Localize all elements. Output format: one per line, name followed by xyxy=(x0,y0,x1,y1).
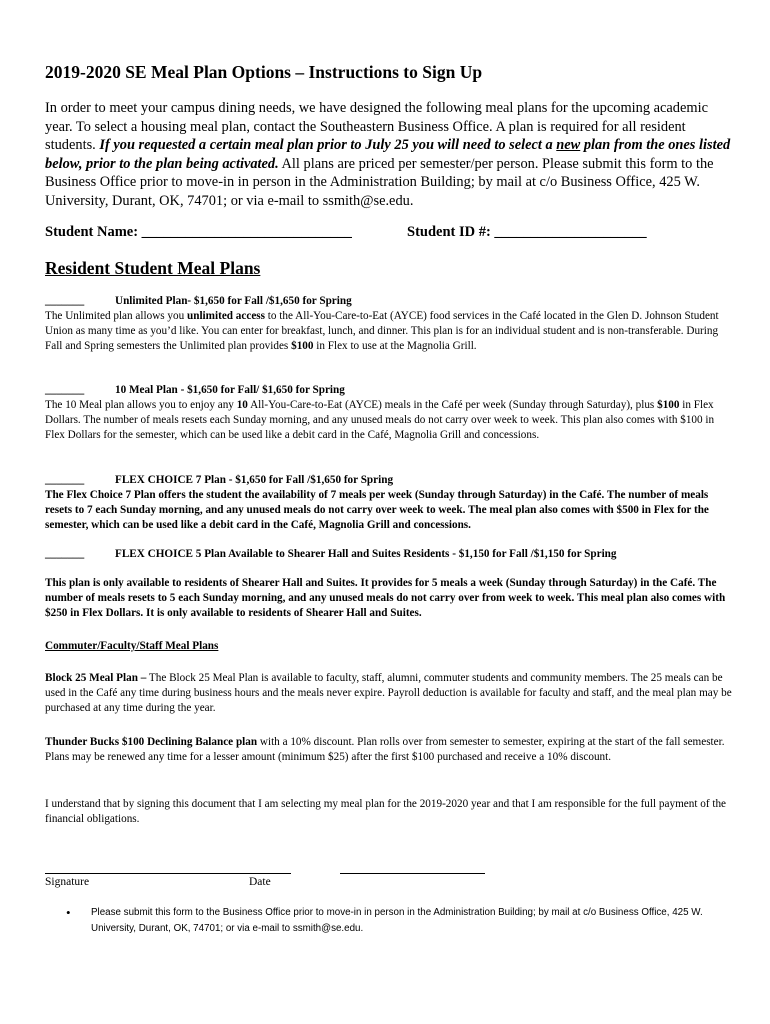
block-25-label: Block 25 Meal Plan – xyxy=(45,672,147,684)
plan-description: The Unlimited plan allows you unlimited access to the All-You-Care-to-Eat (AYCE) food services in the Café located in the Glen D. Johnson Student Union as many time as you’d like. You can enter for breakfast, lunch, and dinner. This plan is for an individual student and is non-transferable. During Fall and Spring semesters the Unlimited plan provides $100 in Flex to use at the Magnolia Grill. xyxy=(45,310,719,352)
student-name-field[interactable]: Student Name: _____________________________ xyxy=(45,224,352,240)
thunder-bucks-paragraph: Thunder Bucks $100 Declining Balance plan with a 10% discount. Plan rolls over from semester to semester, expiring at the start of the fall semester. Plans may be renewed any time for a lesser amount (minimum $25) after the first $100 purchased and receive a 10% discount. xyxy=(45,736,725,763)
date-label: Date xyxy=(249,876,271,888)
student-id-field[interactable]: Student ID #: _____________________ xyxy=(407,224,647,240)
thunder-bucks-label: Thunder Bucks $100 Declining Balance plan xyxy=(45,736,258,748)
intro-text-1: In order to meet your campus dining needs, we have designed the following meal plans for the upcoming academic year. To select a housing meal plan, contact the Southeastern Business Office. A plan is required for all resident students. xyxy=(45,100,708,154)
plan-description: This plan is only available to residents of Shearer Hall and Suites. It provides for 5 meals a week (Sunday through Saturday) in the Café. The number of meals resets to 5 each Sunday morning, and any unused meals do not carry over from week to week. This meal plan also comes with $250 in Flex Dollars. It is only available to residents of Shearer Hall and Suites. xyxy=(45,577,726,619)
intro-emphasis: If you requested a certain meal plan prior to July 25 you will need to select a new plan from the ones listed below, prior to the plan being activated. xyxy=(45,137,731,172)
plan-flex-choice-7 xyxy=(45,473,735,533)
resident-plans-heading: Resident Student Meal Plans xyxy=(45,258,261,278)
plan-heading: 10 Meal Plan - $1,650 for Fall/ $1,650 for Spring xyxy=(115,384,345,396)
signature-line[interactable] xyxy=(45,873,291,874)
plan-select-blank[interactable]: _______ xyxy=(45,295,85,307)
plan-heading: FLEX CHOICE 7 Plan - $1,650 for Fall /$1,650 for Spring xyxy=(115,474,394,486)
page-title: 2019-2020 SE Meal Plan Options – Instructions to Sign Up xyxy=(45,62,483,82)
student-fields xyxy=(45,224,735,241)
commuter-plans-heading: Commuter/Faculty/Staff Meal Plans xyxy=(45,640,219,652)
signature-label: Signature xyxy=(45,876,90,888)
date-line[interactable] xyxy=(340,873,485,874)
intro-paragraph xyxy=(45,99,735,211)
plan-select-blank[interactable]: _______ xyxy=(45,548,85,560)
footer-note: Please submit this form to the Business Office prior to move-in in person in the Administration Building; by mail at c/o Business Office, 425 W. University, Durant, OK, 74701; or via e-mail to ssmith@se.edu. xyxy=(91,907,703,934)
agreement-paragraph: I understand that by signing this document that I am selecting my meal plan for the 2019-2020 year and that I am responsible for the full payment of the financial obligations. xyxy=(45,798,727,825)
plan-heading: Unlimited Plan- $1,650 for Fall /$1,650 for Spring xyxy=(115,295,352,307)
plan-heading: FLEX CHOICE 5 Plan Available to Shearer Hall and Suites Residents - $1,150 for Fall /$1,150 for Spring xyxy=(115,548,617,560)
plan-unlimited xyxy=(45,294,735,354)
plan-description: The Flex Choice 7 Plan offers the student the availability of 7 meals per week (Sunday through Saturday) in the Café. The number of meals resets to 7 each Sunday morning, and any unused meals do not carry over week to week. The meal plan also comes with $500 in Flex for the semester, which can be used like a debit card in the Café, Magnolia Grill and concessions. xyxy=(45,489,709,531)
plan-select-blank[interactable]: _______ xyxy=(45,474,85,486)
block-25-paragraph: Block 25 Meal Plan – The Block 25 Meal Plan is available to faculty, staff, alumni, commuter students and community members. The 25 meals can be used in the Café any time during business hours and the meals never expire. Payroll deduction is available for faculty and staff, and the meal plan may be purchased at any time during the year. xyxy=(45,672,732,714)
plan-description: The 10 Meal plan allows you to enjoy any 10 All-You-Care-to-Eat (AYCE) meals in the Café per week (Sunday through Saturday), plus $100 in Flex Dollars. The number of meals resets each Sunday morning, and any unused meals do not carry over week to week. This plan also comes with $100 in Flex Dollars for the semester, which can be used like a debit card in the Café, Magnolia Grill and concessions. xyxy=(45,399,715,441)
plan-select-blank[interactable]: _______ xyxy=(45,384,85,396)
intro-text-2: All plans are priced per semester/per person. Please submit this form to the Business Office prior to move-in in person in the Administration Building; by mail at c/o Business Office, 425 W. University, Durant, OK, 74701; or via e-mail to ssmith@se.edu. xyxy=(45,155,714,209)
bullet-icon: • xyxy=(66,905,71,920)
intro-new-word: new xyxy=(556,137,581,154)
plan-10-meal xyxy=(45,383,735,443)
plan-flex-choice-5 xyxy=(45,547,735,621)
